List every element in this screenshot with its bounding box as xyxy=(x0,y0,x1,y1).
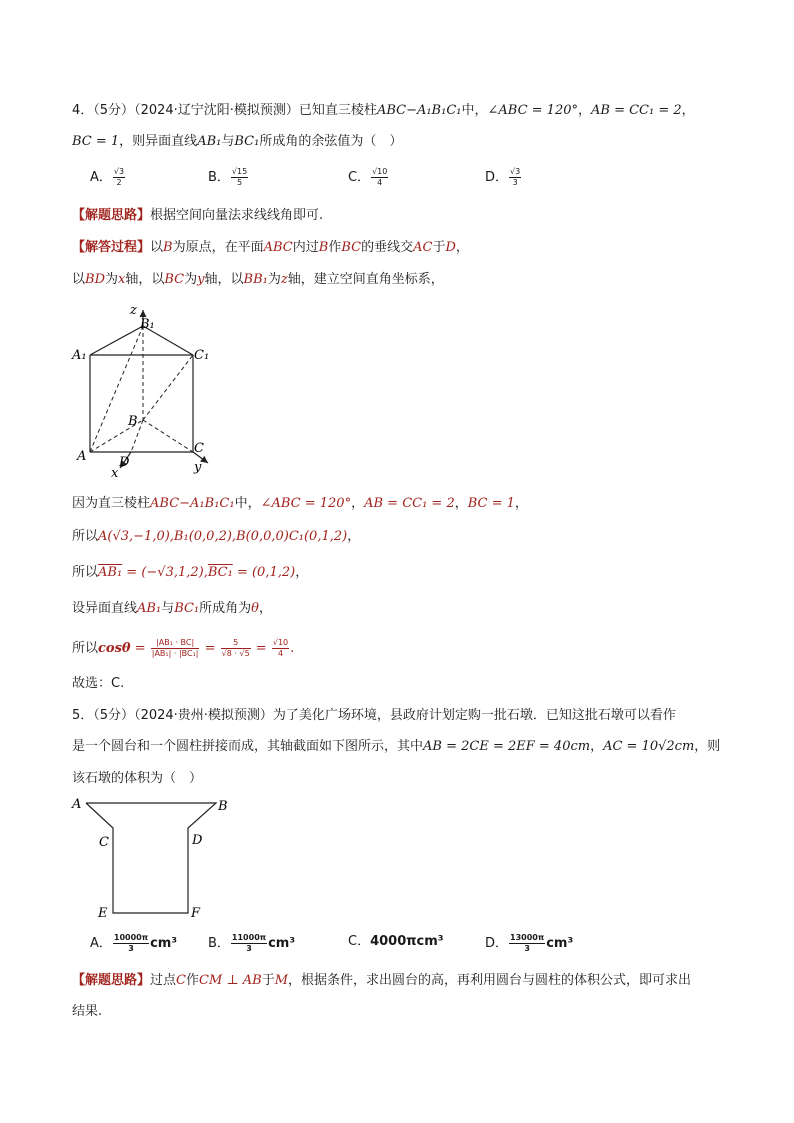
label-d: D xyxy=(119,455,130,470)
q5-stem-line2: 是一个圆台和一个圆柱拼接而成，其轴截面如下图所示，其中AB = 2CE = 2EF = 40cm，AC = 10√2cm，则 xyxy=(72,739,721,754)
q4-process-line2: 以BD为x轴，以BC为y轴，以BB₁为z轴，建立空间直角坐标系， xyxy=(72,272,444,287)
q5-option-a: A． $\frac{10000\pi}{3}$ cm³ xyxy=(90,933,178,953)
q4-idea: 【解题思路】根据空间向量法求线线角即可. xyxy=(72,208,324,223)
q4-vectors: 所以AB₁ = (−√3,1,2),BC₁ = (0,1,2)， xyxy=(72,565,309,580)
label-e: E xyxy=(98,906,108,921)
prism-name: ABC−A₁B₁C₁ xyxy=(376,103,462,118)
label-x: x xyxy=(111,466,119,480)
q4-option-d: D． $\frac{√3}{3}$ xyxy=(485,167,521,187)
label-c1: C₁ xyxy=(194,348,210,363)
label-b1: B₁ xyxy=(140,317,155,332)
segment-a-b1 xyxy=(90,326,143,452)
label-b: B xyxy=(218,799,228,814)
q4-coords: 所以A(√3,−1,0),B₁(0,0,2),B(0,0,0)C₁(0,1,2)， xyxy=(72,529,361,544)
vector-ab1: AB₁ xyxy=(98,565,123,580)
q4-let-angle: 设异面直线AB₁与BC₁所成角为θ， xyxy=(72,601,272,616)
edge-a1-b1 xyxy=(90,326,143,355)
q5-option-d: D． $\frac{13000\pi}{3}$ cm³ xyxy=(485,933,574,953)
segment-b-c1 xyxy=(143,355,193,420)
q5-option-c: C．4000πcm³ xyxy=(348,934,444,949)
q4-option-c: C． $\frac{√10}{4}$ xyxy=(348,167,388,187)
q4-answer: 故选：C. xyxy=(72,676,125,691)
q4-process-line1: 【解答过程】以B为原点，在平面ABC内过B作BC的垂线交AC于D， xyxy=(72,240,469,255)
label-a: A xyxy=(72,797,82,812)
vector-bc1: BC₁ xyxy=(207,565,233,580)
q4-stem-line2: BC = 1，则异面直线AB₁与BC₁所成角的余弦值为（ ） xyxy=(72,134,403,149)
label-c: C xyxy=(194,441,204,456)
q4-option-a: A． $\frac{√3}{2}$ xyxy=(90,167,125,187)
q5-stem-line3: 该石墩的体积为（ ） xyxy=(72,771,203,786)
label-a: A xyxy=(77,449,87,464)
edge-b-c xyxy=(143,420,193,452)
prism-figure xyxy=(68,300,228,480)
label-c: C xyxy=(99,835,109,850)
label-f: F xyxy=(191,906,201,921)
label-y: y xyxy=(194,460,202,475)
q5-option-b: B． $\frac{11000\pi}{3}$ cm³ xyxy=(208,933,296,953)
pier-outline xyxy=(86,803,216,913)
stone-pier-figure xyxy=(68,793,248,923)
q5-idea-line1: 【解题思路】过点C作CM ⊥ AB于M，根据条件，求出圆台的高，再利用圆台与圆柱的体积公式，即可求出 xyxy=(72,973,692,988)
label-z: z xyxy=(130,303,137,318)
q4-stem-line1: 4．（5分）（2024·辽宁沈阳·模拟预测）已知直三棱柱ABC−A₁B₁C₁中，∠ABC = 120°，AB = CC₁ = 2， xyxy=(72,103,695,118)
label-b: B xyxy=(128,414,138,429)
q4-option-b: B． $\frac{√15}{5}$ xyxy=(208,167,248,187)
label-a1: A₁ xyxy=(72,348,87,363)
q4-because: 因为直三棱柱ABC−A₁B₁C₁中，∠ABC = 120°，AB = CC₁ = 2，BC = 1， xyxy=(72,496,528,511)
q5-stem-line1: 5．（5分）（2024·贵州·模拟预测）为了美化广场环境，县政府计划定购一批石墩．已知这批石墩可以看作 xyxy=(72,708,676,723)
label-d: D xyxy=(192,833,203,848)
q5-idea-line2: 结果. xyxy=(72,1004,103,1019)
q4-cosine: 所以cosθ = $\frac{\text{|AB₁ · BC|}}{\text{|AB₁| · |BC₁|}}$ = $\frac{5}{√8 \cdot √5}$ = $\frac{√10}{4}$ . xyxy=(72,638,295,658)
